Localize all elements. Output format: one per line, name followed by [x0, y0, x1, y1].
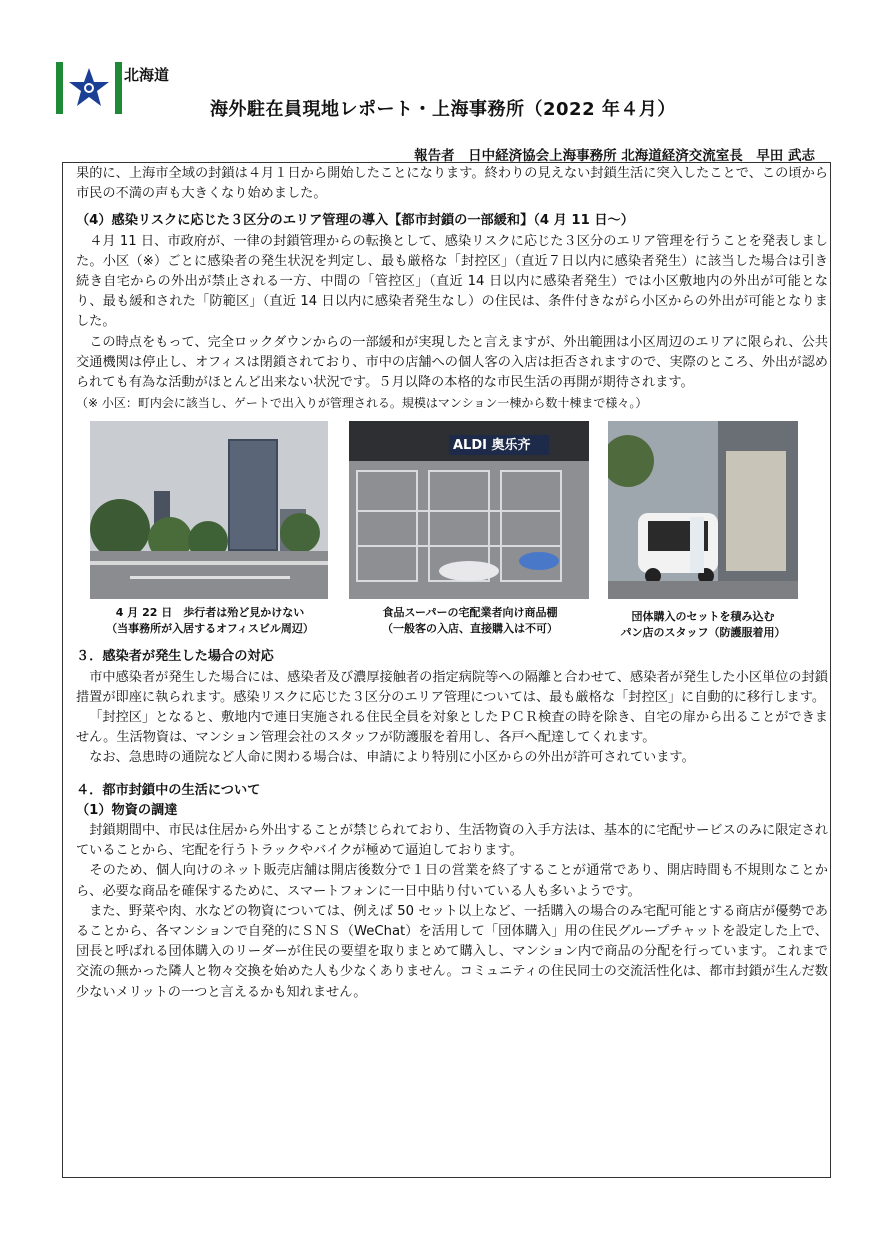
- paragraph: また、野菜や肉、水などの物資については、例えば 50 セット以上など、一括購入の場合のみ宅配可能とする商店が優勢であることから、各マンションで自発的にＳＮＳ（WeChat）を活用して「団体購入」用の住民グループチャットを設定した上で、団長と呼ばれる団体購入のリーダーが住民の要望を取りまとめて購入し、マンション内で商品の分配を行っています。これまで交流の無かった隣人と物々交換を始めた人も少なくありません。コミュニティの住民同士の交流活性化は、都市封鎖が生んだ数少ないメリットの一つと言えるかも知れません。: [76, 903, 828, 1000]
- paragraph: 封鎖期間中、市民は住居から外出することが禁じられており、生活物資の入手方法は、基本的に宅配サービスのみに限定されていることから、宅配を行うトラックやバイクが極めて逼迫しております。: [76, 823, 828, 859]
- paragraph: 市中感染者が発生した場合には、感染者及び濃厚接触者の指定病院等への隔離と合わせて、感染者が発生した小区単位の封鎖措置が即座に執られます。感染リスクに応じた３区分のエリア管理については、最も厳格な「封控区」に自動的に移行します。: [76, 669, 828, 705]
- subsection-heading: （1）物資の調達: [76, 802, 178, 818]
- photo-office-street: [90, 421, 328, 599]
- store-sign: ALDI 奥乐齐: [453, 438, 531, 454]
- photo-bakery-van: [608, 421, 798, 599]
- paragraph: 果的に、上海市全域の封鎖は４月１日から開始したことになります。終わりの見えない封鎖生活に突入したことで、この頃から市民の不満の声も大きくなり始めました。: [76, 166, 828, 202]
- photo-supermarket-shelves: [349, 421, 589, 599]
- section-heading: （4）感染リスクに応じた３区分のエリア管理の導入【都市封鎖の一部緩和】（4 月 11 日～）: [76, 213, 634, 229]
- paragraph: ４月 11 日、市政府が、一律の封鎖管理からの転換として、感染リスクに応じた３区分のエリア管理を行うことを発表しました。小区（※）ごとに感染者の発生状況を判定し、最も厳格な「封控区」（直近７日以内に感染者発生）に該当した場合は引き続き自宅からの外出が禁止される一方、中間の「管控区」（直近 14 日以内に感染者発生）では小区敷地内の外出が可能となり、最も緩和された「防範区」（直近 14 日以内に感染者発生なし）の住民は、条件付きながら小区からの外出が可能となりました。: [76, 233, 828, 330]
- paragraph: なお、急患時の通院など人命に関わる場合は、申請により特別に小区からの外出が許可されています。: [89, 750, 695, 766]
- section-heading: ４．都市封鎖中の生活について: [76, 782, 261, 798]
- paragraph: 「封控区」となると、敷地内で連日実施される住民全員を対象としたＰＣＲ検査の時を除き、自宅の扉から出ることができません。生活物資は、マンション管理会社のスタッフが防護服を着用し、各戸へ配達してくれます。: [76, 710, 828, 746]
- section-heading: ３．感染者が発生した場合の対応: [76, 649, 274, 665]
- photo-caption: 団体購入のセットを積み込む パン店のスタッフ（防護服着用）: [620, 610, 786, 640]
- paragraph: そのため、個人向けのネット販売店舗は開店後数分で１日の営業を終了することが通常であり、開店時間も不規則なことから、必要な商品を確保するために、スマートフォンに一日中貼り付いている人も多いようです。: [76, 863, 828, 899]
- reporter-line: 報告者 日中経済協会上海事務所 北海道経済交流室長 早田 武志: [414, 148, 815, 164]
- hokkaido-emblem-icon: [56, 62, 122, 114]
- footnote: （※ 小区：町内会に該当し、ゲートで出入りが管理される。規模はマンション一棟から数十棟まで様々。）: [76, 396, 648, 411]
- paragraph: この時点をもって、完全ロックダウンからの一部緩和が実現したと言えますが、外出範囲は小区周辺のエリアに限られ、公共交通機関は停止し、オフィスは閉鎖されており、市中の店舗への個人客の入店は拒否されますので、実際のところ、外出が認められても有為な活動がほとんど出来ない状況です。５月以降の本格的な市民生活の再開が期待されます。: [76, 334, 828, 391]
- photo-row: [76, 421, 828, 647]
- photo-caption: 4 月 22 日 歩行者は殆ど見かけない （当事務所が入居するオフィスビル周辺）: [106, 606, 314, 636]
- photo-caption: 食品スーパーの宅配業者向け商品棚 （一般客の入店、直接購入は不可）: [382, 606, 558, 636]
- org-name: 北海道: [124, 66, 170, 84]
- hokkaido-logo: [56, 62, 178, 114]
- report-body: [76, 164, 828, 1003]
- page-title: 海外駐在員現地レポート・上海事務所（2022 年４月）: [210, 99, 676, 120]
